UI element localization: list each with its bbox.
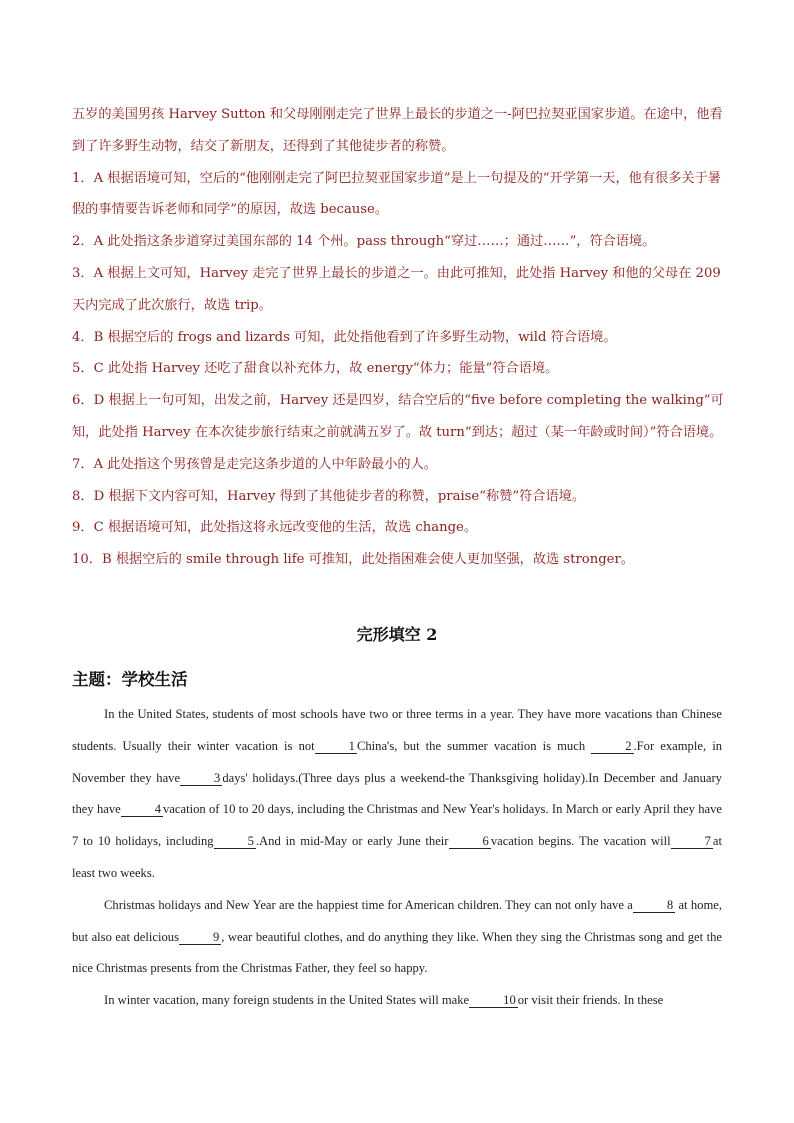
answer-item-6: 6．D 根据上一句可知，出发之前，Harvey 还是四岁，结合空后的“five before completing the walking”可知，此处指 Harvey 在本次徒步旅行结束之前就满五岁了。故 turn“到达；超过（某一年龄或时间）”符合语境。 — [72, 393, 724, 440]
answer-item-9: 9．C 根据语境可知，此处指这将永远改变他的生活，故选 change。 — [72, 520, 478, 536]
answer-item-4: 4．B 根据空后的 frogs and lizards 可知，此处指他看到了许多野生动物，wild 符合语境。 — [72, 329, 617, 345]
blank-9: 9 — [179, 930, 221, 945]
theme-heading: 主题：学校生活 — [72, 670, 188, 689]
passage-text: vacation begins. The vacation will — [490, 834, 671, 849]
answer-item-3: 3．A 根据上文可知，Harvey 走完了世界上最长的步道之一。由此可推知，此处指 Harvey 和他的父母在 209 天内完成了此次旅行，故选 trip。 — [72, 265, 721, 313]
passage-paragraph-1 — [72, 699, 722, 890]
passage-text: .And in mid-May or early June their — [255, 834, 449, 849]
answer-item-10: 10．B 根据空后的 smile through life 可推知，此处指困难会使人更加坚强，故选 stronger。 — [72, 552, 634, 568]
passage-text: or visit their friends. In these — [517, 993, 664, 1008]
answer-item-7: 7．A 此处指这个男孩曾是走完这条步道的人中年龄最小的人。 — [72, 456, 437, 472]
blank-10: 10 — [469, 993, 518, 1008]
cloze-passage — [72, 699, 722, 1017]
passage-text: days' holidays.(Three days plus a weekend-the Thanksgiving holiday).In December and January they have — [72, 770, 722, 817]
blank-8: 8 — [633, 898, 675, 913]
passage-text: China's, but the summer vacation is much — [356, 738, 586, 753]
blank-5: 5 — [214, 834, 256, 849]
answer-intro: 五岁的美国男孩 Harvey Sutton 和父母刚刚走完了世界上最长的步道之一-阿巴拉契亚国家步道。在途中，他看到了许多野生动物，结交了新朋友，还得到了其他徒步者的称赞。 — [72, 107, 723, 154]
passage-text: at home, but also eat delicious — [72, 897, 722, 944]
passage-text: .For example, in November they have — [72, 738, 722, 785]
passage-text: In the United States, students of most schools have two or three terms in a year. They have more vacations than Chinese students. Usually their winter vacation is not — [72, 707, 722, 753]
blank-3: 3 — [180, 771, 222, 786]
answer-item-5: 5．C 此处指 Harvey 还吃了甜食以补充体力，故 energy“体力；能量”符合语境。 — [72, 361, 559, 377]
answer-item-2: 2．A 此处指这条步道穿过美国东部的 14 个州。pass through“穿过……；通过……”，符合语境。 — [72, 234, 656, 250]
blank-7: 7 — [671, 834, 713, 849]
answer-item-1: 1．A 根据语境可知，空后的“他刚刚走完了阿巴拉契亚国家步道”是上一句提及的“开学第一天，他有很多关于暑假的事情要告诉老师和同学”的原因，故选 because。 — [72, 170, 721, 218]
blank-1: 1 — [315, 739, 357, 754]
passage-text: In winter vacation, many foreign students in the United States will make — [104, 993, 470, 1008]
passage-paragraph-3 — [72, 985, 722, 1017]
passage-text: at least two weeks. — [72, 834, 723, 880]
blank-2: 2 — [591, 739, 633, 754]
passage-paragraph-2 — [72, 890, 722, 985]
passage-text: , wear beautiful clothes, and do anything they like. When they sing the Christmas song and get the nice Christmas presents from the Christmas Father, they feel so happy. — [72, 929, 722, 976]
passage-text: vacation of 10 to 20 days, including the Christmas and New Year's holidays. In March or early April they have 7 to 10 holidays, including — [72, 802, 722, 849]
answer-explanations — [72, 99, 728, 576]
answer-item-8: 8．D 根据下文内容可知，Harvey 得到了其他徒步者的称赞，praise“称赞”符合语境。 — [72, 488, 586, 504]
section-title: 完形填空 2 — [356, 625, 438, 644]
blank-6: 6 — [449, 834, 491, 849]
passage-text: Christmas holidays and New Year are the happiest time for American children. They can not only have a — [104, 897, 633, 912]
blank-4: 4 — [121, 802, 163, 817]
